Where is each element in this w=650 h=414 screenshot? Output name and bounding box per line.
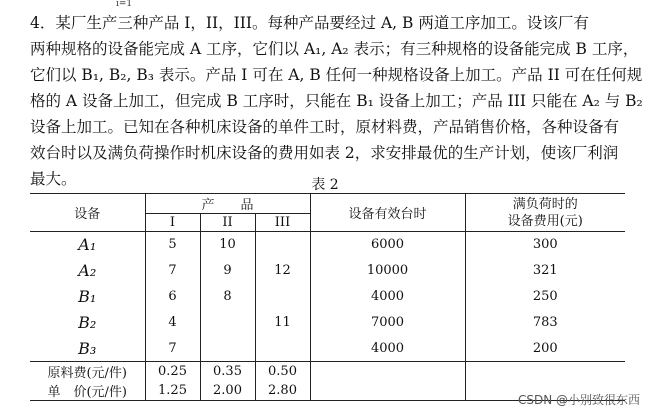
- cell: 6000: [310, 232, 465, 258]
- cell: [255, 336, 310, 362]
- cell: 9: [200, 258, 255, 284]
- problem-line: 效台时以及满负荷操作时机床设备的费用如表 2，求安排最优的生产计划，使该厂利润: [30, 144, 619, 162]
- cell: 2.80: [255, 381, 310, 401]
- header-cost-line2: 设备费用(元): [507, 213, 583, 229]
- problem-line: 设备上加工。已知在各种机床设备的单件工时，原材料费，产品销售价格，各种设备有: [30, 118, 620, 136]
- cell: 4000: [310, 284, 465, 310]
- table-row: [30, 258, 625, 284]
- cell: 10000: [310, 258, 465, 284]
- cell: 7: [145, 258, 200, 284]
- equipment-cell: B₁: [78, 287, 97, 306]
- cell: [310, 362, 465, 401]
- material-label: 原料费(元/件): [47, 366, 128, 381]
- header-cost: [465, 194, 625, 232]
- cell: 2.00: [200, 381, 255, 401]
- cell: 250: [465, 284, 625, 310]
- equipment-cell: A₂: [78, 261, 97, 280]
- header-product-3: III: [255, 214, 310, 232]
- table-caption: 表 2: [311, 177, 339, 193]
- cell: 0.35: [200, 362, 255, 382]
- table-row: [30, 336, 625, 362]
- cell: 7: [145, 336, 200, 362]
- table-row: [30, 362, 625, 382]
- header-product-1: I: [145, 214, 200, 232]
- cell: 5: [145, 232, 200, 258]
- cell: 10: [200, 232, 255, 258]
- cell: 4000: [310, 336, 465, 362]
- cell: [255, 284, 310, 310]
- data-table: [30, 193, 625, 401]
- cell: 0.25: [145, 362, 200, 382]
- table-row: [30, 310, 625, 336]
- equipment-cell: B₃: [30, 336, 145, 362]
- problem-line: 格的 A 设备上加工，但完成 B 工序时，只能在 B₁ 设备上加工；产品 III 只能在 A₂ 与 B₂: [30, 92, 643, 110]
- cell: [200, 336, 255, 362]
- problem-line: 它们以 B₁, B₂, B₃ 表示。产品 I 可在 A, B 任何一种规格设备上加工。产品 II 可在任何规: [30, 66, 643, 84]
- cell: 7000: [310, 310, 465, 336]
- header-equipment: 设备: [30, 194, 145, 232]
- price-label: 单 价(元/件): [30, 381, 145, 401]
- cell: 321: [465, 258, 625, 284]
- stray-mark: i=1: [116, 0, 133, 9]
- cell: 1.25: [145, 381, 200, 401]
- cell: [200, 310, 255, 336]
- cell: 4: [145, 310, 200, 336]
- equipment-cell: B₂: [78, 313, 97, 332]
- cell: 0.50: [255, 362, 310, 382]
- problem-line: 最大。: [30, 170, 77, 188]
- table-row: [30, 232, 625, 258]
- problem-line: 两种规格的设备能完成 A 工序，它们以 A₁, A₂ 表示；有三种规格的设备能完成 B 工序，: [30, 40, 639, 58]
- cell: [255, 232, 310, 258]
- header-capacity: 设备有效台时: [310, 194, 465, 232]
- header-product: 产 品: [145, 194, 310, 214]
- header-product-2: II: [200, 214, 255, 232]
- problem-text: [30, 10, 643, 192]
- equipment-cell: A₁: [78, 235, 97, 255]
- problem-line: 4．某厂生产三种产品 I，II，III。每种产品要经过 A, B 两道工序加工。设该厂有: [30, 14, 589, 32]
- cell: 6: [145, 284, 200, 310]
- cell: 783: [465, 310, 625, 336]
- cell: 12: [255, 258, 310, 284]
- table-row: [30, 284, 625, 310]
- header-cost-line1: 满负荷时的: [512, 196, 578, 212]
- watermark: CSDN @小别致很东西: [517, 393, 640, 407]
- cell: 11: [255, 310, 310, 336]
- cell: 8: [200, 284, 255, 310]
- cell: 300: [465, 232, 625, 258]
- cell: 200: [465, 336, 625, 362]
